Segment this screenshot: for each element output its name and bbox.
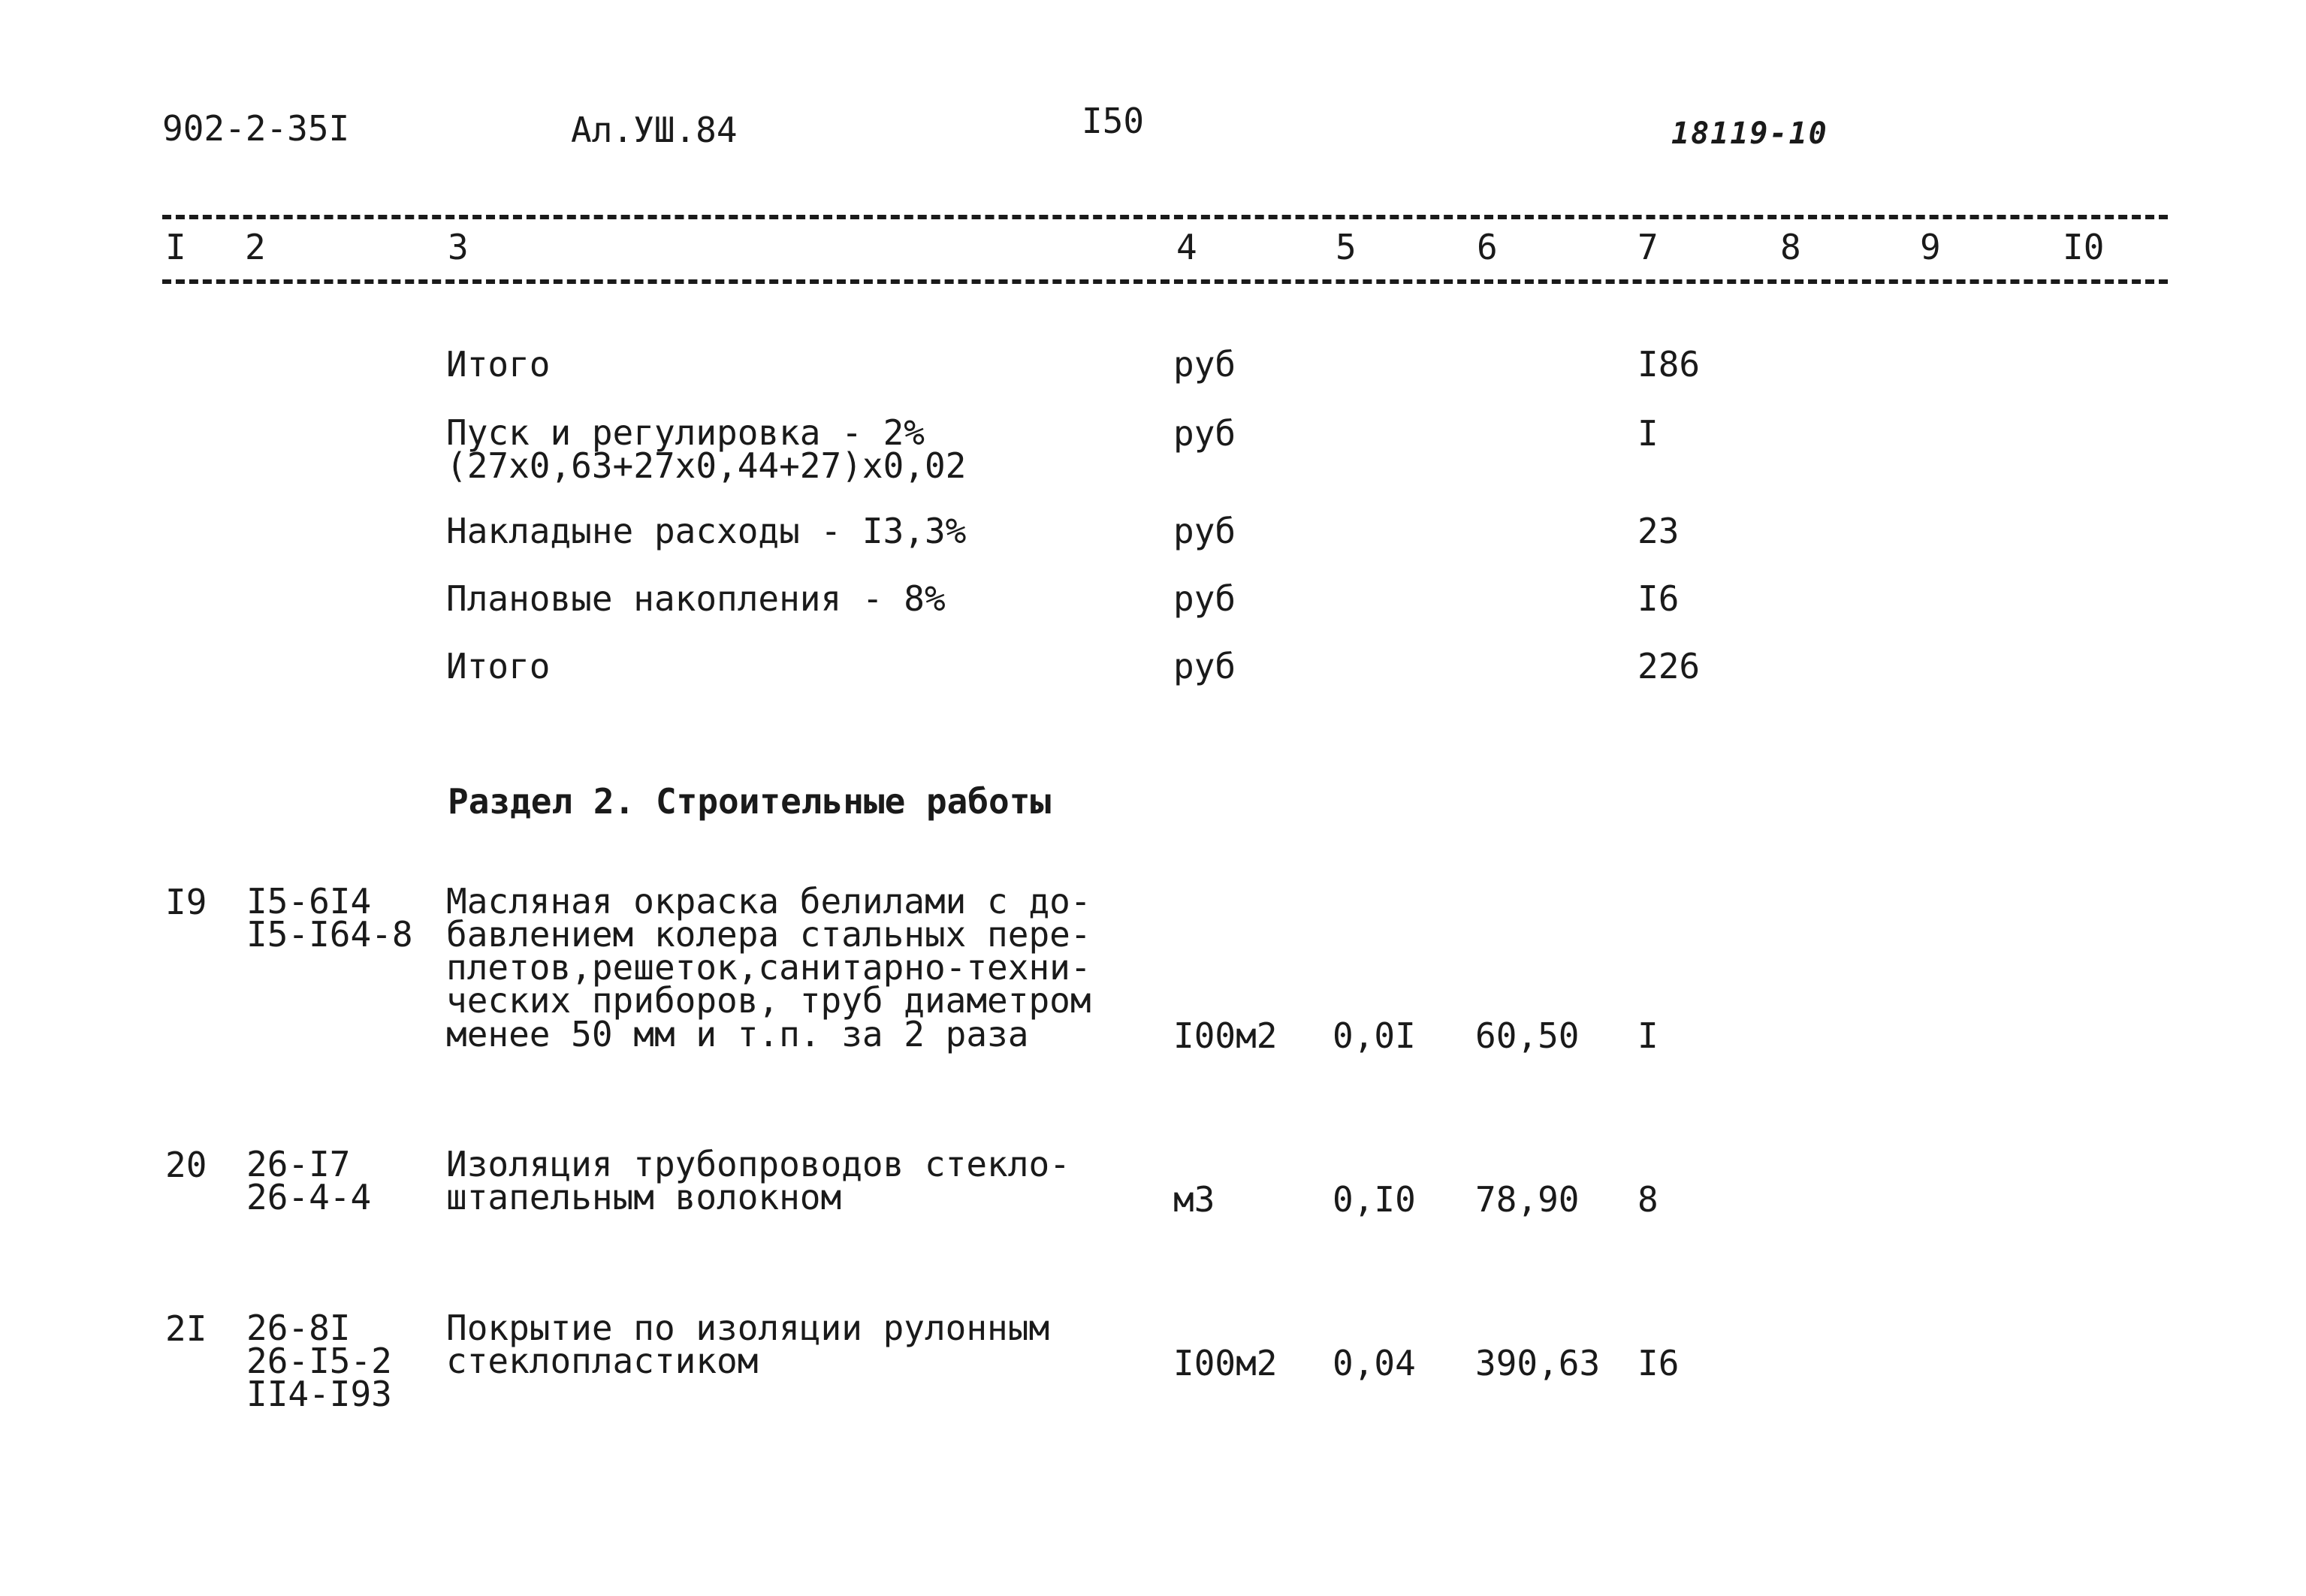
row-quantity: 0,0I <box>1333 1015 1416 1056</box>
totals-unit: руб <box>1173 511 1236 551</box>
row-description: Изоляция трубопроводов стекло- штапельным волокном <box>446 1144 1070 1218</box>
row-number: 20 <box>165 1145 207 1185</box>
album-number: Ал.УШ.84 <box>571 110 738 150</box>
totals-unit: руб <box>1173 578 1236 619</box>
row-number: 2I <box>165 1308 207 1349</box>
totals-desc: Итого <box>446 646 551 686</box>
col-header-10: I0 <box>2063 227 2105 267</box>
row-unit: I00м2 <box>1173 1343 1278 1383</box>
row-code: I5-6I4 I5-I64-8 <box>246 881 413 955</box>
row-code: 26-I7 26-4-4 <box>246 1144 372 1218</box>
totals-desc: Пуск и регулировка - 2% (27x0,63+27x0,44+27)x0,02 <box>446 412 967 487</box>
row-code: 26-8I 26-I5-2 II4-I93 <box>246 1308 392 1415</box>
row-price: 78,90 <box>1475 1179 1580 1220</box>
row-number: I9 <box>165 882 207 922</box>
row-description: Масляная окраска белилами с до- бавлением колера стальных пере- плетов,решеток,санитарно-техни- ческих приборов, труб диаметром менее 50 мм и т.п. за 2 раза <box>446 881 1091 1054</box>
totals-unit: руб <box>1173 646 1236 686</box>
project-code: 902-2-35I <box>162 108 350 149</box>
section-title: Раздел 2. Строительные работы <box>448 781 1052 822</box>
row-quantity: 0,I0 <box>1333 1179 1416 1220</box>
row-total: I6 <box>1637 1343 1680 1383</box>
totals-desc: Итого <box>446 344 551 385</box>
totals-unit: руб <box>1173 413 1236 454</box>
totals-value: I6 <box>1637 578 1680 619</box>
totals-desc: Накладыне расходы - I3,3% <box>446 511 967 551</box>
col-header-7: 7 <box>1637 227 1659 267</box>
header-top-rule <box>162 215 2168 219</box>
handwritten-stamp: 18119-10 <box>1671 116 1828 151</box>
header-bottom-rule <box>162 279 2168 284</box>
page-number: I50 <box>1082 101 1145 141</box>
col-header-3: 3 <box>448 227 469 267</box>
totals-desc: Плановые накопления - 8% <box>446 578 946 619</box>
row-total: I <box>1637 1015 1659 1056</box>
totals-value: 23 <box>1637 511 1680 551</box>
col-header-6: 6 <box>1477 227 1498 267</box>
totals-value: 226 <box>1637 646 1701 686</box>
row-unit: м3 <box>1173 1179 1215 1220</box>
col-header-4: 4 <box>1176 227 1197 267</box>
row-unit: I00м2 <box>1173 1015 1278 1056</box>
row-total: 8 <box>1637 1179 1659 1220</box>
col-header-2: 2 <box>245 227 266 267</box>
col-header-9: 9 <box>1920 227 1941 267</box>
totals-value: I <box>1637 413 1659 454</box>
row-price: 60,50 <box>1475 1015 1580 1056</box>
totals-unit: руб <box>1173 344 1236 385</box>
row-price: 390,63 <box>1475 1343 1601 1383</box>
col-header-8: 8 <box>1780 227 1801 267</box>
totals-value: I86 <box>1637 344 1701 385</box>
row-description: Покрытие по изоляции рулонным стеклопластиком <box>446 1308 1050 1382</box>
row-quantity: 0,04 <box>1333 1343 1416 1383</box>
col-header-5: 5 <box>1336 227 1357 267</box>
col-header-1: I <box>165 227 186 267</box>
